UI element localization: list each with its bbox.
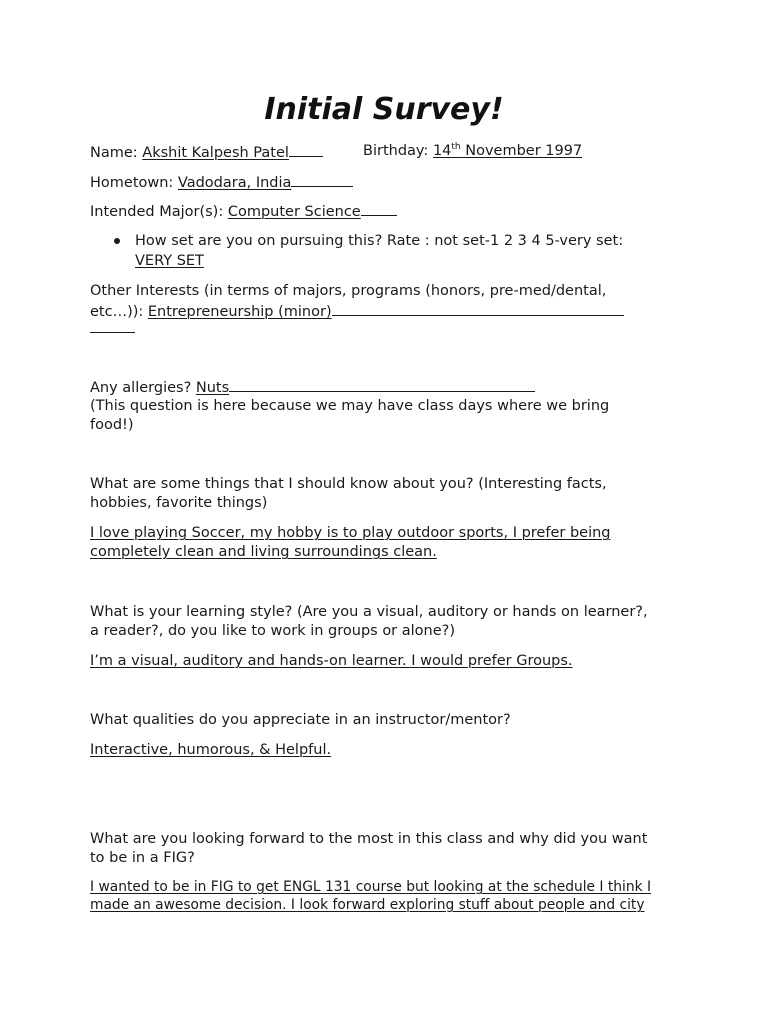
- forward-question-2: to be in a FIG?: [90, 850, 195, 866]
- allergies-blank: [229, 377, 535, 392]
- birthday-suffix: th: [451, 142, 461, 152]
- hometown-label: Hometown:: [90, 175, 174, 191]
- other-interests-label-1: Other Interests (in terms of majors, programs (honors, pre-med/dental,: [90, 283, 607, 299]
- birthday-label: Birthday:: [363, 143, 429, 159]
- allergies-note-1: (This question is here because we may have class days where we bring: [90, 398, 610, 414]
- allergies-label: Any allergies?: [90, 380, 192, 396]
- major-value: Computer Science: [227, 204, 361, 220]
- allergies-value: Nuts: [195, 380, 230, 396]
- know-question-2: hobbies, favorite things): [90, 495, 268, 511]
- learning-question-1: What is your learning style? (Are you a visual, auditory or hands on learner?,: [90, 604, 648, 620]
- hometown-blank: [291, 172, 353, 187]
- hometown-row: [90, 172, 353, 194]
- other-interests-blank-2: [90, 318, 135, 340]
- allergies-note-2: food!): [90, 417, 134, 433]
- other-interests-blank: [332, 301, 624, 316]
- qualities-answer: Interactive, humorous, & Helpful.: [90, 742, 332, 758]
- learning-question-2: a reader?, do you like to work in groups or alone?): [90, 623, 456, 639]
- bullet-icon: [114, 238, 120, 244]
- birthday-value: [433, 143, 582, 159]
- forward-answer-2: made an awesome decision. I look forward exploring stuff about people and city: [90, 897, 645, 913]
- name-label: Name:: [90, 145, 138, 161]
- page-title: Initial Survey!: [264, 92, 504, 127]
- birthday-day: 14: [432, 143, 452, 159]
- forward-question-1: What are you looking forward to the most in this class and why did you want: [90, 831, 648, 847]
- major-blank: [361, 201, 397, 216]
- major-row: [90, 201, 397, 223]
- name-row: [90, 142, 323, 164]
- know-question-1: What are some things that I should know about you? (Interesting facts,: [90, 476, 607, 492]
- name-value: Akshit Kalpesh Patel: [142, 145, 289, 161]
- know-answer-2: completely clean and living surroundings clean.: [90, 544, 437, 560]
- major-label: Intended Major(s):: [90, 204, 224, 220]
- other-interests-value: Entrepreneurship (minor): [147, 304, 332, 320]
- birthday-row: [363, 142, 582, 162]
- birthday-month-year: November 1997: [465, 143, 583, 159]
- allergies-row: [90, 377, 535, 399]
- pursuing-question: How set are you on pursuing this? Rate : not set-1 2 3 4 5-very set:: [135, 233, 624, 249]
- know-answer-1: I love playing Soccer, my hobby is to play outdoor sports, I prefer being: [90, 525, 611, 541]
- other-interests-label-2: etc…)):: [90, 304, 144, 320]
- qualities-question: What qualities do you appreciate in an instructor/mentor?: [90, 712, 511, 728]
- pursuing-answer: VERY SET: [135, 253, 204, 269]
- forward-answer-1: I wanted to be in FIG to get ENGL 131 course but looking at the schedule I think I: [90, 879, 652, 895]
- other-interests-blank-line: [90, 318, 135, 333]
- other-interests-row: [90, 301, 624, 323]
- hometown-value: Vadodara, India: [177, 175, 292, 191]
- learning-answer: I’m a visual, auditory and hands-on learner. I would prefer Groups.: [90, 653, 573, 669]
- name-blank: [289, 142, 323, 157]
